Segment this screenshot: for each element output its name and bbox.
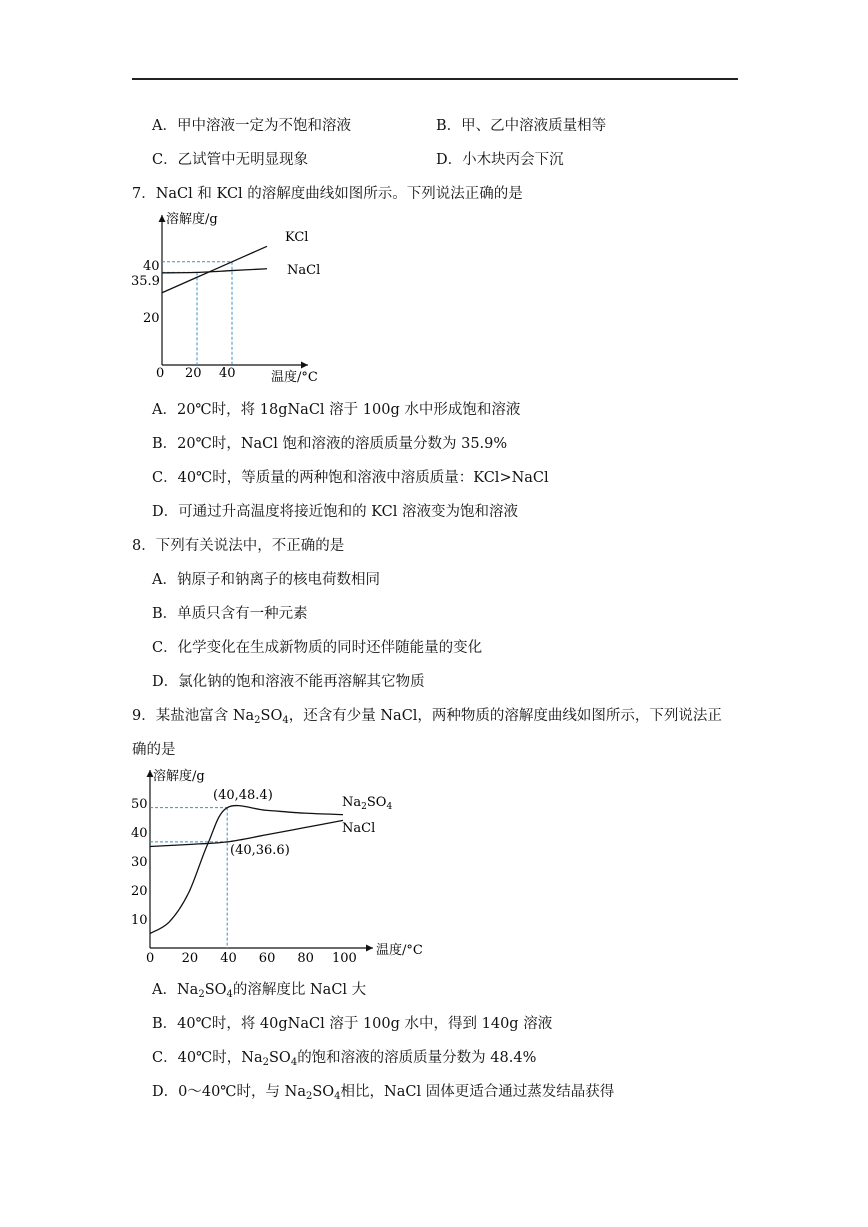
x-tick-60: 60 xyxy=(258,951,276,966)
q7-option-b: B．20℃时，NaCl 饱和溶液的溶质质量分数为 35.9% xyxy=(152,436,508,452)
x-tick-20: 20 xyxy=(181,951,199,966)
x-tick-80: 80 xyxy=(297,951,314,966)
header-rule xyxy=(132,78,738,80)
q6-option-a: A．甲中溶液一定为不饱和溶液 xyxy=(152,118,351,134)
y-axis-label: 溶解度/g xyxy=(153,769,205,784)
y-tick-30: 30 xyxy=(131,855,148,870)
y-tick-35.9: 35.9 xyxy=(131,274,160,289)
x-tick-0: 0 xyxy=(146,951,155,966)
q8-option-c: C．化学变化在生成新物质的同时还伴随能量的变化 xyxy=(152,640,483,656)
q6-option-c: C．乙试管中无明显现象 xyxy=(152,152,309,168)
q7-option-d: D．可通过升高温度将接近饱和的 KCl 溶液变为饱和溶液 xyxy=(152,504,519,520)
series-line-na2so4 xyxy=(150,806,343,934)
x-axis-label: 温度/°C xyxy=(376,943,423,958)
series-label-na2so4: $Na_2SO_4$ xyxy=(342,795,393,812)
x-tick-40: 40 xyxy=(220,951,237,966)
y-tick-20: 20 xyxy=(143,311,160,326)
q8-option-a: A．钠原子和钠离子的核电荷数相同 xyxy=(152,572,380,588)
q7-stem: 7．NaCl 和 KCl 的溶解度曲线如图所示。下列说法正确的是 xyxy=(132,186,523,202)
y-tick-40: 40 xyxy=(131,826,148,841)
q7-option-a: A．20℃时，将 18gNaCl 溶于 100g 水中形成饱和溶液 xyxy=(152,402,521,418)
q9-stem-line2: 确的是 xyxy=(132,742,176,758)
x-tick-40: 40 xyxy=(219,366,236,381)
q9-chart xyxy=(125,762,445,971)
x-tick-0: 0 xyxy=(156,366,165,381)
x-tick-20: 20 xyxy=(185,366,202,381)
y-axis-label: 溶解度/g xyxy=(166,212,218,227)
y-tick-40: 40 xyxy=(143,259,160,274)
q6-option-b: B．甲、乙中溶液质量相等 xyxy=(436,118,607,134)
q6-option-d: D．小木块丙会下沉 xyxy=(436,152,564,168)
y-tick-50: 50 xyxy=(131,797,148,812)
q9-option-d: D．0～40℃时，与 $Na_2SO_4$相比，NaCl 固体更适合通过蒸发结晶获得 xyxy=(152,1084,615,1102)
q9-option-b: B．40℃时，将 40gNaCl 溶于 100g 水中，得到 140g 溶液 xyxy=(152,1016,553,1032)
q9-stem-line1: 9．某盐池富含 $Na_2SO_4$，还含有少量 NaCl，两种物质的溶解度曲线如图所示，下列说法正 xyxy=(132,708,722,726)
annotation-36.6: (40,36.6) xyxy=(230,843,290,858)
q9-option-c: C．40℃时，$Na_2SO_4$的饱和溶液的溶质质量分数为 48.4% xyxy=(152,1050,537,1068)
q7-option-c: C．40℃时，等质量的两种饱和溶液中溶质质量：KCl>NaCl xyxy=(152,470,549,486)
series-label-nacl: NaCl xyxy=(342,821,376,836)
q9-option-a: A．$Na_2SO_4$的溶解度比 NaCl 大 xyxy=(152,982,367,1000)
x-tick-100: 100 xyxy=(332,951,357,966)
x-axis-label: 温度/°C xyxy=(271,370,318,385)
y-tick-20: 20 xyxy=(131,884,148,899)
y-tick-10: 10 xyxy=(131,913,148,928)
q8-stem: 8．下列有关说法中，不正确的是 xyxy=(132,538,345,554)
q8-option-b: B．单质只含有一种元素 xyxy=(152,606,308,622)
q8-option-d: D．氯化钠的饱和溶液不能再溶解其它物质 xyxy=(152,674,425,690)
q7-chart xyxy=(130,205,360,394)
series-label-kcl: KCl xyxy=(285,230,309,245)
annotation-48.4: (40,48.4) xyxy=(213,788,273,803)
series-label-nacl: NaCl xyxy=(287,263,321,278)
